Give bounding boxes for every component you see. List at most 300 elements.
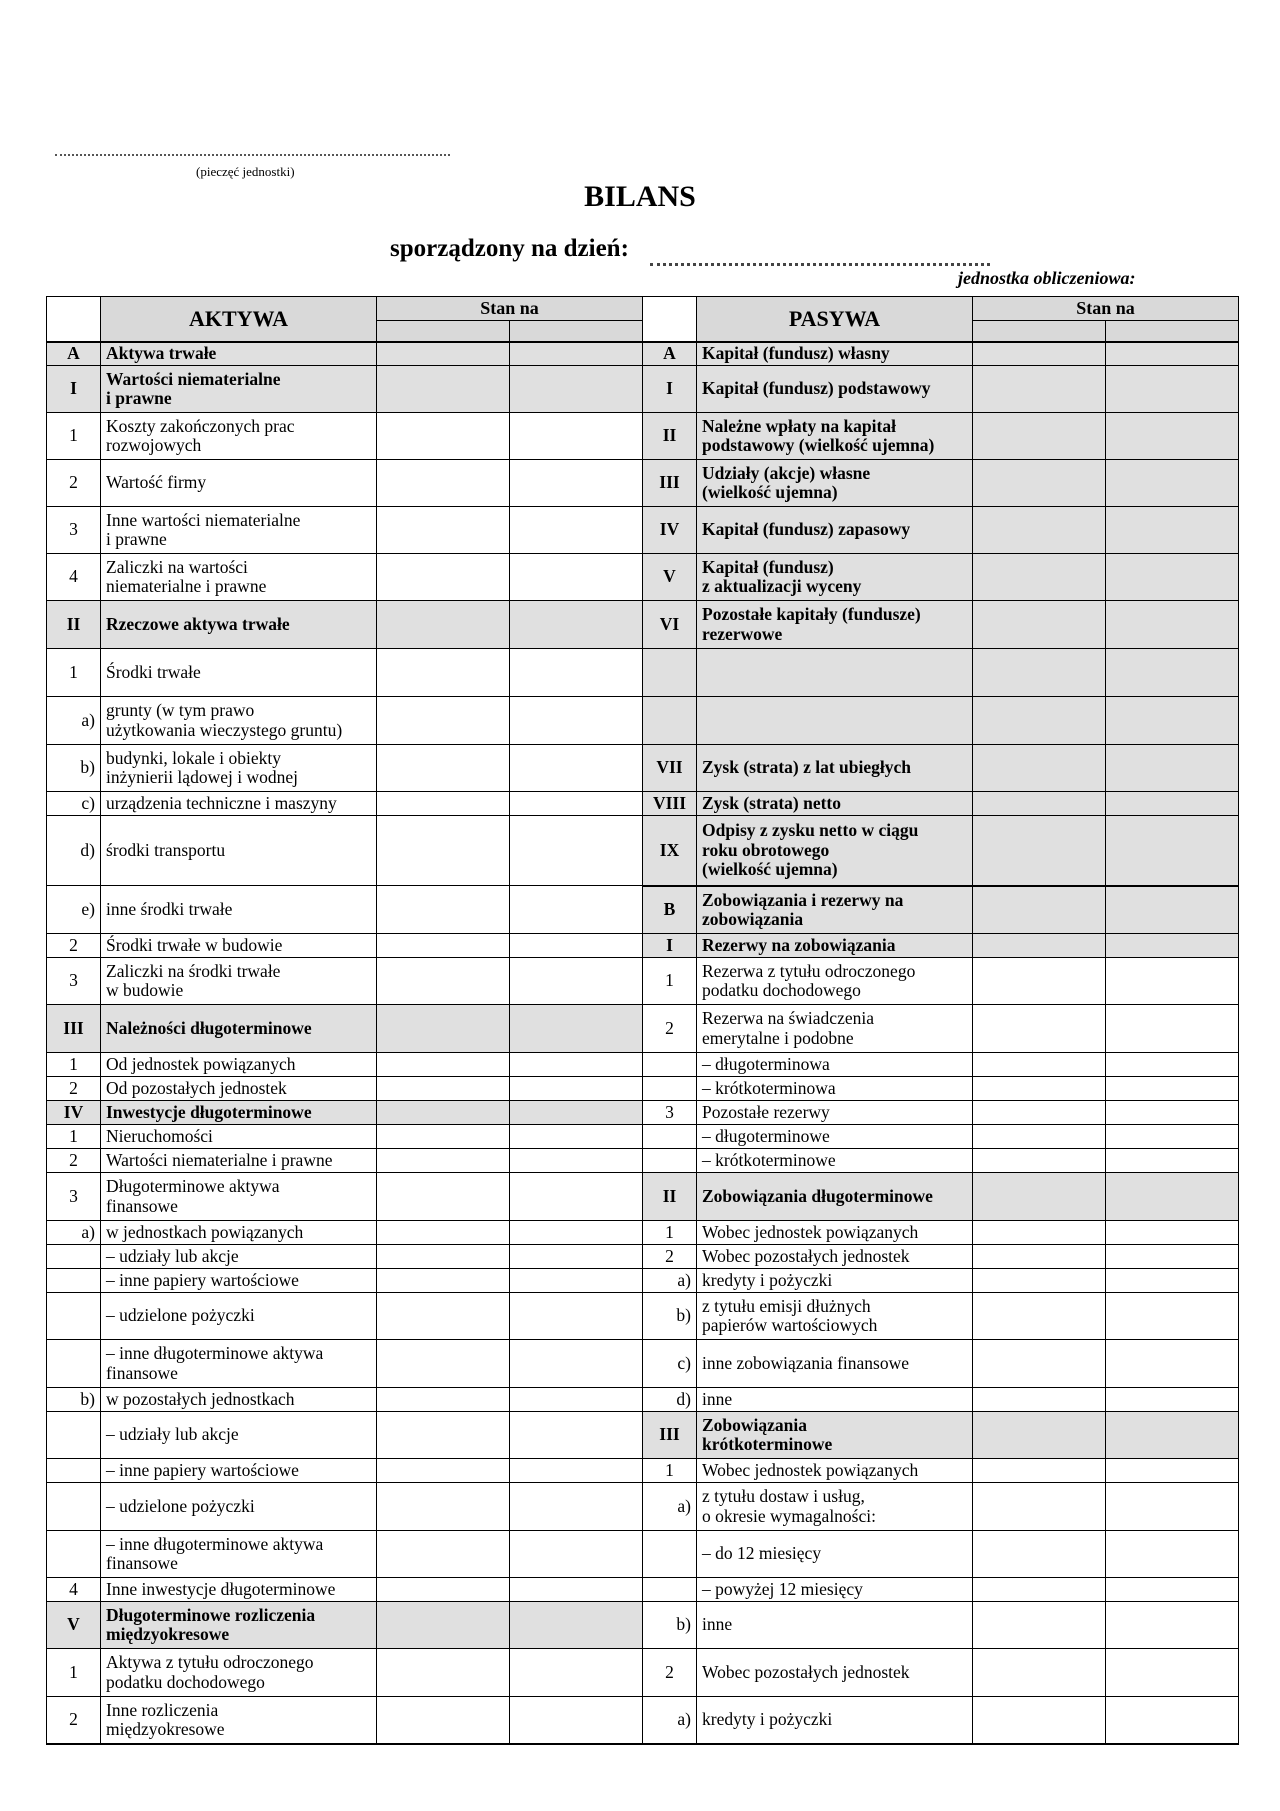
aktywa-value-1[interactable] — [377, 1053, 510, 1077]
aktywa-value-1[interactable] — [377, 1221, 510, 1245]
aktywa-row-number: 4 — [47, 1578, 101, 1602]
pasywa-row-label: inne — [697, 1388, 973, 1412]
aktywa-value-1[interactable] — [377, 1125, 510, 1149]
pasywa-value-2[interactable] — [1106, 554, 1239, 601]
pasywa-row — [643, 1221, 1239, 1245]
aktywa-row-number: 1 — [47, 1649, 101, 1697]
aktywa-value-1[interactable] — [377, 649, 510, 697]
aktywa-header: AKTYWA — [101, 297, 377, 342]
pasywa-row-number — [643, 649, 697, 697]
pasywa-row-number: II — [643, 1173, 697, 1221]
pasywa-row — [643, 601, 1239, 649]
pasywa-value-1[interactable] — [973, 1531, 1106, 1578]
pasywa-row — [643, 554, 1239, 601]
aktywa-value-2[interactable] — [510, 934, 643, 958]
pasywa-row-number: c) — [643, 1340, 697, 1388]
pasywa-value-2[interactable] — [1106, 1697, 1239, 1744]
pasywa-row-label: – długoterminowa — [697, 1053, 973, 1077]
aktywa-row — [47, 1412, 643, 1459]
pasywa-row-label: kredyty i pożyczki — [697, 1269, 973, 1293]
pasywa-row-label: inne zobowiązania finansowe — [697, 1340, 973, 1388]
aktywa-row — [47, 697, 643, 745]
pasywa-value-1[interactable] — [973, 1221, 1106, 1245]
aktywa-value-1[interactable] — [377, 1531, 510, 1578]
aktywa-value-1[interactable] — [377, 1649, 510, 1697]
pasywa-value-2[interactable] — [1106, 1293, 1239, 1340]
aktywa-value-2[interactable] — [510, 1245, 643, 1269]
aktywa-row — [47, 1245, 643, 1269]
pasywa-row-number — [643, 1053, 697, 1077]
aktywa-value-2[interactable] — [510, 1531, 643, 1578]
pasywa-row — [643, 1602, 1239, 1649]
aktywa-value-2[interactable] — [510, 507, 643, 554]
aktywa-value-1[interactable] — [377, 342, 510, 366]
pasywa-row-number: V — [643, 554, 697, 601]
aktywa-row — [47, 1578, 643, 1602]
aktywa-row — [47, 649, 643, 697]
aktywa-row-label: Inne wartości niematerialne i prawne — [101, 507, 377, 554]
aktywa-row — [47, 1125, 643, 1149]
aktywa-value-1[interactable] — [377, 697, 510, 745]
pasywa-value-2[interactable] — [1106, 792, 1239, 816]
pasywa-value-1[interactable] — [973, 958, 1106, 1005]
pasywa-value-2[interactable] — [1106, 886, 1239, 934]
pasywa-value-1[interactable] — [973, 934, 1106, 958]
pasywa-value-1[interactable] — [973, 816, 1106, 886]
pasywa-value-1[interactable] — [973, 1077, 1106, 1101]
aktywa-row — [47, 554, 643, 601]
pasywa-value-2[interactable] — [1106, 697, 1239, 745]
pasywa-value-1[interactable] — [973, 554, 1106, 601]
aktywa-value-1[interactable] — [377, 1340, 510, 1388]
aktywa-value-2[interactable] — [510, 1483, 643, 1531]
aktywa-row-label: Wartości niematerialne i prawne — [101, 366, 377, 413]
aktywa-row — [47, 934, 643, 958]
aktywa-row-number: 2 — [47, 460, 101, 507]
aktywa-value-2[interactable] — [510, 1125, 643, 1149]
aktywa-row-number: A — [47, 342, 101, 366]
pasywa-value-1[interactable] — [973, 886, 1106, 934]
aktywa-value-2[interactable] — [510, 1388, 643, 1412]
pasywa-row-number: B — [643, 886, 697, 934]
pasywa-value-2[interactable] — [1106, 1221, 1239, 1245]
pasywa-stan-na-header: Stan na — [973, 297, 1239, 321]
aktywa-value-1[interactable] — [377, 1149, 510, 1173]
pasywa-value-1[interactable] — [973, 1483, 1106, 1531]
aktywa-row — [47, 507, 643, 554]
pasywa-row — [643, 1697, 1239, 1744]
pasywa-row-label: kredyty i pożyczki — [697, 1697, 973, 1744]
pasywa-row-number: a) — [643, 1697, 697, 1744]
aktywa-row-number: 1 — [47, 1053, 101, 1077]
pasywa-value-2[interactable] — [1106, 1412, 1239, 1459]
pasywa-row-label: Wobec pozostałych jednostek — [697, 1649, 973, 1697]
aktywa-row-label: Zaliczki na środki trwałe w budowie — [101, 958, 377, 1005]
pasywa-value-2[interactable] — [1106, 1340, 1239, 1388]
pasywa-value-2[interactable] — [1106, 934, 1239, 958]
aktywa-value-1[interactable] — [377, 1483, 510, 1531]
pasywa-row-label — [697, 697, 973, 745]
pasywa-row-number: b) — [643, 1293, 697, 1340]
pasywa-value-1[interactable] — [973, 1149, 1106, 1173]
pasywa-value-1[interactable] — [973, 1602, 1106, 1649]
aktywa-value-2[interactable] — [510, 958, 643, 1005]
pasywa-row-label: Wobec jednostek powiązanych — [697, 1459, 973, 1483]
aktywa-value-2[interactable] — [510, 1602, 643, 1649]
pasywa-value-1[interactable] — [973, 1269, 1106, 1293]
pasywa-value-2[interactable] — [1106, 1077, 1239, 1101]
aktywa-value-2[interactable] — [510, 1101, 643, 1125]
pasywa-row-label: inne — [697, 1602, 973, 1649]
pasywa-value-1[interactable] — [973, 342, 1106, 366]
pasywa-value-2[interactable] — [1106, 1531, 1239, 1578]
aktywa-value-1[interactable] — [377, 1388, 510, 1412]
aktywa-row-number — [47, 1483, 101, 1531]
aktywa-row-label: – udzielone pożyczki — [101, 1483, 377, 1531]
pasywa-value-1[interactable] — [973, 1412, 1106, 1459]
aktywa-row-number — [47, 1269, 101, 1293]
aktywa-row-label: inne środki trwałe — [101, 886, 377, 934]
pasywa-value-1[interactable] — [973, 792, 1106, 816]
aktywa-value-1[interactable] — [377, 886, 510, 934]
pasywa-value-2[interactable] — [1106, 601, 1239, 649]
pasywa-row-number — [643, 1077, 697, 1101]
pasywa-row-label: Rezerwa z tytułu odroczonego podatku dochodowego — [697, 958, 973, 1005]
pasywa-value-1[interactable] — [973, 1697, 1106, 1744]
pasywa-row-number: b) — [643, 1602, 697, 1649]
aktywa-row — [47, 1459, 643, 1483]
aktywa-row-number: e) — [47, 886, 101, 934]
pasywa-table — [642, 296, 1239, 1745]
aktywa-row-number: 1 — [47, 413, 101, 460]
aktywa-row-label: w pozostałych jednostkach — [101, 1388, 377, 1412]
aktywa-value-1[interactable] — [377, 554, 510, 601]
pasywa-row — [643, 1053, 1239, 1077]
pasywa-row-label: Zysk (strata) z lat ubiegłych — [697, 745, 973, 792]
aktywa-row-number — [47, 1531, 101, 1578]
pasywa-value-1[interactable] — [973, 1293, 1106, 1340]
pasywa-value-2[interactable] — [1106, 1578, 1239, 1602]
aktywa-value-2[interactable] — [510, 1269, 643, 1293]
pasywa-header: PASYWA — [697, 297, 973, 342]
aktywa-value-1[interactable] — [377, 1293, 510, 1340]
pasywa-row-number: a) — [643, 1483, 697, 1531]
aktywa-value-2[interactable] — [510, 1149, 643, 1173]
pasywa-value-1[interactable] — [973, 1173, 1106, 1221]
pasywa-value-2[interactable] — [1106, 958, 1239, 1005]
pasywa-row — [643, 1388, 1239, 1412]
pasywa-row-number: VII — [643, 745, 697, 792]
pasywa-row-number: A — [643, 342, 697, 366]
aktywa-row — [47, 1077, 643, 1101]
aktywa-table — [46, 296, 643, 1745]
pasywa-row — [643, 1269, 1239, 1293]
aktywa-stan-na-header: Stan na — [377, 297, 643, 321]
pasywa-value-2[interactable] — [1106, 1245, 1239, 1269]
stamp-dotted-line — [55, 140, 450, 156]
pasywa-value-2[interactable] — [1106, 366, 1239, 413]
pasywa-value-2[interactable] — [1106, 745, 1239, 792]
pasywa-value-1[interactable] — [973, 1125, 1106, 1149]
aktywa-value-1[interactable] — [377, 413, 510, 460]
pasywa-row — [643, 1340, 1239, 1388]
aktywa-value-1[interactable] — [377, 792, 510, 816]
aktywa-value-2[interactable] — [510, 342, 643, 366]
aktywa-value-1[interactable] — [377, 366, 510, 413]
pasywa-value-2[interactable] — [1106, 1173, 1239, 1221]
pasywa-value-1[interactable] — [973, 697, 1106, 745]
aktywa-value-2[interactable] — [510, 1173, 643, 1221]
pasywa-value-2[interactable] — [1106, 1388, 1239, 1412]
aktywa-row — [47, 413, 643, 460]
pasywa-value-2[interactable] — [1106, 507, 1239, 554]
aktywa-value-2[interactable] — [510, 601, 643, 649]
aktywa-value-2[interactable] — [510, 1649, 643, 1697]
pasywa-row-label: – krótkoterminowa — [697, 1077, 973, 1101]
aktywa-value-2[interactable] — [510, 1053, 643, 1077]
aktywa-value-1[interactable] — [377, 1578, 510, 1602]
pasywa-date-2[interactable] — [1106, 321, 1239, 342]
pasywa-value-1[interactable] — [973, 745, 1106, 792]
pasywa-row — [643, 1245, 1239, 1269]
pasywa-row — [643, 1125, 1239, 1149]
pasywa-row — [643, 413, 1239, 460]
aktywa-row-label: w jednostkach powiązanych — [101, 1221, 377, 1245]
aktywa-value-1[interactable] — [377, 816, 510, 886]
aktywa-row-label: Wartości niematerialne i prawne — [101, 1149, 377, 1173]
aktywa-row-number: 3 — [47, 958, 101, 1005]
pasywa-row-label: Zobowiązania i rezerwy na zobowiązania — [697, 886, 973, 934]
pasywa-row-number: IX — [643, 816, 697, 886]
pasywa-value-2[interactable] — [1106, 413, 1239, 460]
aktywa-row-label: – udziały lub akcje — [101, 1412, 377, 1459]
aktywa-value-1[interactable] — [377, 507, 510, 554]
pasywa-date-1[interactable] — [973, 321, 1106, 342]
pasywa-value-2[interactable] — [1106, 1602, 1239, 1649]
pasywa-value-2[interactable] — [1106, 1005, 1239, 1053]
aktywa-value-2[interactable] — [510, 1459, 643, 1483]
aktywa-value-2[interactable] — [510, 1697, 643, 1744]
pasywa-value-1[interactable] — [973, 1053, 1106, 1077]
pasywa-row-number — [643, 1531, 697, 1578]
pasywa-row-label: Odpisy z zysku netto w ciągu roku obrotowego (wielkość ujemna) — [697, 816, 973, 886]
aktywa-value-2[interactable] — [510, 1578, 643, 1602]
aktywa-row-label: Koszty zakończonych prac rozwojowych — [101, 413, 377, 460]
pasywa-value-2[interactable] — [1106, 1459, 1239, 1483]
pasywa-row-label: Zobowiązania długoterminowe — [697, 1173, 973, 1221]
pasywa-value-2[interactable] — [1106, 1649, 1239, 1697]
pasywa-value-1[interactable] — [973, 601, 1106, 649]
aktywa-value-1[interactable] — [377, 1101, 510, 1125]
pasywa-value-2[interactable] — [1106, 649, 1239, 697]
aktywa-row-number: 2 — [47, 1077, 101, 1101]
aktywa-row — [47, 1101, 643, 1125]
aktywa-row — [47, 1173, 643, 1221]
aktywa-row-number: c) — [47, 792, 101, 816]
pasywa-value-1[interactable] — [973, 1578, 1106, 1602]
pasywa-value-1[interactable] — [973, 1245, 1106, 1269]
aktywa-row — [47, 1531, 643, 1578]
pasywa-row-number: 1 — [643, 958, 697, 1005]
aktywa-row — [47, 792, 643, 816]
aktywa-row-label: – inne papiery wartościowe — [101, 1459, 377, 1483]
aktywa-row — [47, 1388, 643, 1412]
pasywa-row — [643, 1293, 1239, 1340]
aktywa-value-1[interactable] — [377, 958, 510, 1005]
aktywa-value-1[interactable] — [377, 601, 510, 649]
pasywa-row-number: I — [643, 934, 697, 958]
aktywa-row — [47, 1697, 643, 1744]
pasywa-value-1[interactable] — [973, 1388, 1106, 1412]
aktywa-value-2[interactable] — [510, 886, 643, 934]
pasywa-value-2[interactable] — [1106, 460, 1239, 507]
aktywa-row — [47, 1053, 643, 1077]
aktywa-value-1[interactable] — [377, 1459, 510, 1483]
pasywa-row — [643, 697, 1239, 745]
pasywa-row-number: d) — [643, 1388, 697, 1412]
pasywa-row-number — [643, 1149, 697, 1173]
aktywa-value-2[interactable] — [510, 366, 643, 413]
stamp-label: (pieczęć jednostki) — [196, 164, 295, 179]
pasywa-row-label: Zysk (strata) netto — [697, 792, 973, 816]
pasywa-row-number: III — [643, 460, 697, 507]
pasywa-row-number: II — [643, 413, 697, 460]
pasywa-value-1[interactable] — [973, 649, 1106, 697]
aktywa-value-2[interactable] — [510, 1412, 643, 1459]
pasywa-row — [643, 816, 1239, 886]
pasywa-row — [643, 745, 1239, 792]
pasywa-row-label: Kapitał (fundusz) podstawowy — [697, 366, 973, 413]
aktywa-row-number: V — [47, 1602, 101, 1649]
pasywa-row — [643, 342, 1239, 366]
pasywa-row-label: z tytułu dostaw i usług, o okresie wymagalności: — [697, 1483, 973, 1531]
aktywa-value-2[interactable] — [510, 460, 643, 507]
aktywa-value-1[interactable] — [377, 1077, 510, 1101]
aktywa-value-2[interactable] — [510, 1221, 643, 1245]
pasywa-row — [643, 1101, 1239, 1125]
pasywa-row-number: III — [643, 1412, 697, 1459]
pasywa-row-number: 2 — [643, 1649, 697, 1697]
aktywa-row — [47, 1293, 643, 1340]
pasywa-row-number: VIII — [643, 792, 697, 816]
pasywa-value-2[interactable] — [1106, 1269, 1239, 1293]
aktywa-value-1[interactable] — [377, 1602, 510, 1649]
aktywa-value-1[interactable] — [377, 1269, 510, 1293]
aktywa-row-label: – inne długoterminowe aktywa finansowe — [101, 1531, 377, 1578]
pasywa-row-label: Pozostałe rezerwy — [697, 1101, 973, 1125]
date-label: sporządzony na dzień: — [390, 235, 629, 262]
pasywa-value-2[interactable] — [1106, 342, 1239, 366]
aktywa-value-2[interactable] — [510, 816, 643, 886]
aktywa-row — [47, 958, 643, 1005]
aktywa-value-2[interactable] — [510, 697, 643, 745]
pasywa-row-number: IV — [643, 507, 697, 554]
aktywa-row — [47, 342, 643, 366]
pasywa-value-1[interactable] — [973, 413, 1106, 460]
pasywa-value-2[interactable] — [1106, 1149, 1239, 1173]
aktywa-row-label: środki transportu — [101, 816, 377, 886]
aktywa-value-2[interactable] — [510, 413, 643, 460]
pasywa-value-2[interactable] — [1106, 1101, 1239, 1125]
aktywa-value-2[interactable] — [510, 649, 643, 697]
aktywa-value-1[interactable] — [377, 1005, 510, 1053]
aktywa-value-1[interactable] — [377, 745, 510, 792]
aktywa-value-1[interactable] — [377, 460, 510, 507]
aktywa-value-2[interactable] — [510, 1005, 643, 1053]
aktywa-value-1[interactable] — [377, 1245, 510, 1269]
aktywa-row-number — [47, 1340, 101, 1388]
aktywa-value-2[interactable] — [510, 554, 643, 601]
pasywa-value-1[interactable] — [973, 1005, 1106, 1053]
aktywa-row-label: Od pozostałych jednostek — [101, 1077, 377, 1101]
aktywa-row — [47, 816, 643, 886]
unit-label: jednostka obliczeniowa: — [958, 268, 1136, 288]
pasywa-value-1[interactable] — [973, 366, 1106, 413]
aktywa-value-1[interactable] — [377, 1412, 510, 1459]
aktywa-value-2[interactable] — [510, 745, 643, 792]
aktywa-row-number: I — [47, 366, 101, 413]
aktywa-row — [47, 1340, 643, 1388]
pasywa-value-2[interactable] — [1106, 1483, 1239, 1531]
aktywa-row — [47, 1269, 643, 1293]
aktywa-row-number: II — [47, 601, 101, 649]
pasywa-row-number: 1 — [643, 1459, 697, 1483]
aktywa-row-number: b) — [47, 745, 101, 792]
aktywa-row-label: – inne długoterminowe aktywa finansowe — [101, 1340, 377, 1388]
aktywa-date-1[interactable] — [377, 321, 510, 342]
pasywa-row-number: 1 — [643, 1221, 697, 1245]
aktywa-row — [47, 1483, 643, 1531]
pasywa-value-1[interactable] — [973, 1340, 1106, 1388]
date-field[interactable] — [650, 255, 990, 266]
aktywa-value-2[interactable] — [510, 1077, 643, 1101]
pasywa-value-1[interactable] — [973, 1649, 1106, 1697]
aktywa-row-number: a) — [47, 697, 101, 745]
aktywa-row-label: Inwestycje długoterminowe — [101, 1101, 377, 1125]
pasywa-value-1[interactable] — [973, 507, 1106, 554]
aktywa-row-label: Inne rozliczenia międzyokresowe — [101, 1697, 377, 1744]
aktywa-row — [47, 1649, 643, 1697]
aktywa-value-2[interactable] — [510, 792, 643, 816]
pasywa-row-number: 2 — [643, 1005, 697, 1053]
pasywa-value-2[interactable] — [1106, 1053, 1239, 1077]
aktywa-row-number: b) — [47, 1388, 101, 1412]
aktywa-value-1[interactable] — [377, 1173, 510, 1221]
aktywa-value-2[interactable] — [510, 1340, 643, 1388]
aktywa-value-1[interactable] — [377, 1697, 510, 1744]
pasywa-value-2[interactable] — [1106, 816, 1239, 886]
aktywa-row-number: 2 — [47, 934, 101, 958]
pasywa-row-number: 2 — [643, 1245, 697, 1269]
pasywa-value-1[interactable] — [973, 460, 1106, 507]
pasywa-row-number: a) — [643, 1269, 697, 1293]
aktywa-value-1[interactable] — [377, 934, 510, 958]
aktywa-value-2[interactable] — [510, 1293, 643, 1340]
pasywa-value-1[interactable] — [973, 1459, 1106, 1483]
pasywa-row — [643, 1578, 1239, 1602]
pasywa-row-label: Pozostałe kapitały (fundusze) rezerwowe — [697, 601, 973, 649]
pasywa-row-label: Należne wpłaty na kapitał podstawowy (wielkość ujemna) — [697, 413, 973, 460]
aktywa-date-2[interactable] — [510, 321, 643, 342]
aktywa-row-number: d) — [47, 816, 101, 886]
pasywa-row — [643, 958, 1239, 1005]
aktywa-row-label: – udziały lub akcje — [101, 1245, 377, 1269]
pasywa-row — [643, 1483, 1239, 1531]
aktywa-row — [47, 1005, 643, 1053]
pasywa-value-2[interactable] — [1106, 1125, 1239, 1149]
aktywa-row-label: Zaliczki na wartości niematerialne i prawne — [101, 554, 377, 601]
pasywa-value-1[interactable] — [973, 1101, 1106, 1125]
